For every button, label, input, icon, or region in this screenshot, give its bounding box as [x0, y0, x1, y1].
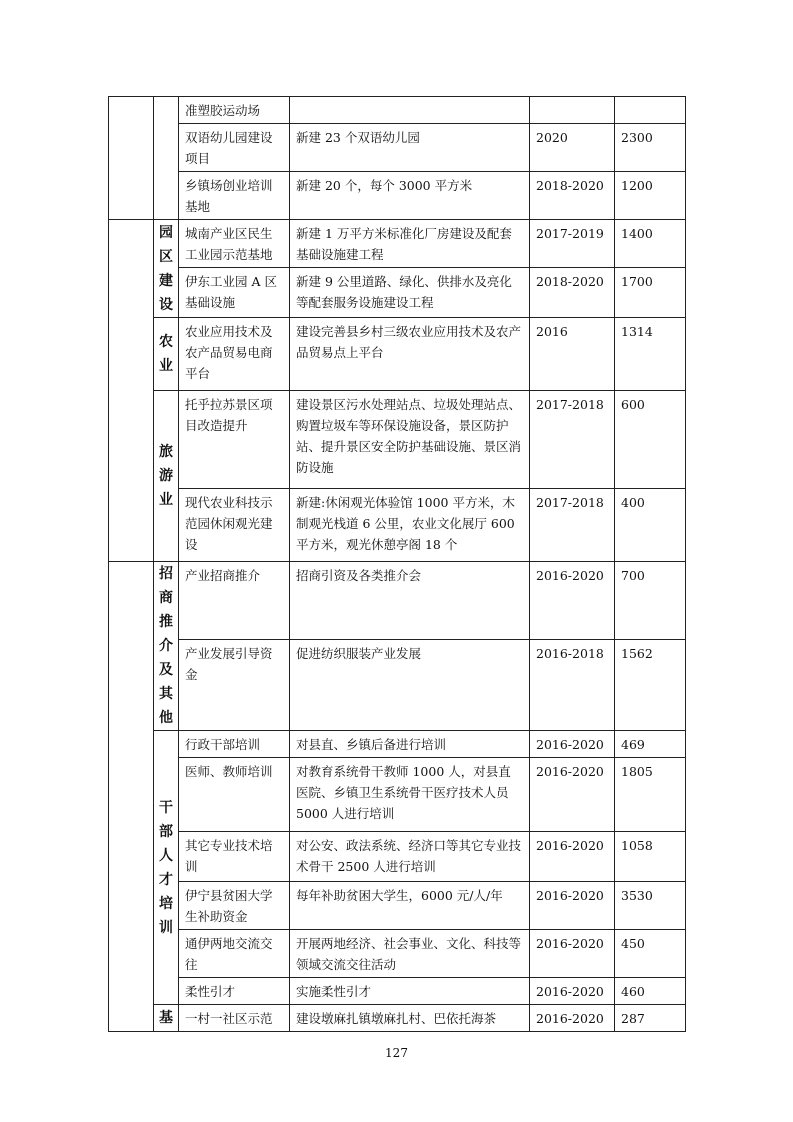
- table-row: [109, 640, 686, 731]
- project-name-cell: 托乎拉苏景区项目改造提升: [179, 391, 290, 489]
- period-cell: 2017-2019: [530, 220, 615, 268]
- period-cell: 2016-2020: [530, 1005, 615, 1032]
- amount-cell: 460: [615, 978, 686, 1005]
- amount-cell: [615, 97, 686, 124]
- content-cell: 招商引资及各类推介会: [290, 562, 530, 640]
- project-name-cell: 农业应用技术及农产品贸易电商平台: [179, 318, 290, 391]
- content-cell: 每年补助贫困大学生，6000 元/人/年: [290, 882, 530, 930]
- table-row: [109, 172, 686, 220]
- content-cell: 建设完善县乡村三级农业应用技术及农产品贸易点上平台: [290, 318, 530, 391]
- category-cell: 干部人才培训: [154, 731, 179, 1005]
- project-name-cell: 城南产业区民生工业园示范基地: [179, 220, 290, 268]
- period-cell: 2018-2020: [530, 172, 615, 220]
- period-cell: 2017-2018: [530, 489, 615, 562]
- amount-cell: 700: [615, 562, 686, 640]
- amount-cell: 1562: [615, 640, 686, 731]
- period-cell: 2016-2018: [530, 640, 615, 731]
- project-name-cell: 双语幼儿园建设项目: [179, 124, 290, 172]
- outer-blank-cell: [109, 562, 154, 1032]
- content-cell: [290, 97, 530, 124]
- period-cell: [530, 97, 615, 124]
- period-cell: 2018-2020: [530, 268, 615, 318]
- category-cell: 园区建设: [154, 220, 179, 318]
- table-row: [109, 220, 686, 268]
- table-row: [109, 268, 686, 318]
- amount-cell: 1058: [615, 832, 686, 882]
- amount-cell: 1314: [615, 318, 686, 391]
- amount-cell: 1700: [615, 268, 686, 318]
- category-cell: 基: [154, 1005, 179, 1032]
- category-cell: 招商推介及其他: [154, 562, 179, 731]
- period-cell: 2016-2020: [530, 758, 615, 832]
- content-cell: 对教育系统骨干教师 1000 人，对县直医院、乡镇卫生系统骨干医疗技术人员 5000 人进行培训: [290, 758, 530, 832]
- table-row: [109, 391, 686, 489]
- table-row: [109, 97, 686, 124]
- project-name-cell: 其它专业技术培训: [179, 832, 290, 882]
- table-row: [109, 1005, 686, 1032]
- project-name-cell: 一村一社区示范: [179, 1005, 290, 1032]
- project-name-cell: 伊东工业园 A 区基础设施: [179, 268, 290, 318]
- category-cell: 旅游业: [154, 391, 179, 562]
- content-cell: 新建:休闲观光体验馆 1000 平方米，木制观光栈道 6 公里，农业文化展厅 600 平方米，观光休憩亭阁 18 个: [290, 489, 530, 562]
- project-name-cell: 乡镇场创业培训基地: [179, 172, 290, 220]
- table-row: [109, 731, 686, 758]
- content-cell: 对公安、政法系统、经济口等其它专业技术骨干 2500 人进行培训: [290, 832, 530, 882]
- content-cell: 建设景区污水处理站点、垃圾处理站点、购置垃圾车等环保设施设备，景区防护站、提升景区安全防护基础设施、景区消防设施: [290, 391, 530, 489]
- content-cell: 新建 1 万平方米标准化厂房建设及配套基础设施建工程: [290, 220, 530, 268]
- table-row: [109, 758, 686, 832]
- content-cell: 对县直、乡镇后备进行培训: [290, 731, 530, 758]
- period-cell: 2016: [530, 318, 615, 391]
- period-cell: 2020: [530, 124, 615, 172]
- period-cell: 2016-2020: [530, 562, 615, 640]
- page-number: 127: [385, 1046, 408, 1060]
- category-cell: 农业: [154, 318, 179, 391]
- table-row: [109, 832, 686, 882]
- table-row: [109, 124, 686, 172]
- amount-cell: 287: [615, 1005, 686, 1032]
- project-name-cell: 行政干部培训: [179, 731, 290, 758]
- content-cell: 新建 20 个，每个 3000 平方米: [290, 172, 530, 220]
- table-row: [109, 930, 686, 978]
- amount-cell: 3530: [615, 882, 686, 930]
- project-name-cell: 准塑胶运动场: [179, 97, 290, 124]
- amount-cell: 400: [615, 489, 686, 562]
- period-cell: 2016-2020: [530, 731, 615, 758]
- content-cell: 建设墩麻扎镇墩麻扎村、巴依托海茶: [290, 1005, 530, 1032]
- amount-cell: 450: [615, 930, 686, 978]
- project-name-cell: 产业招商推介: [179, 562, 290, 640]
- amount-cell: 1805: [615, 758, 686, 832]
- table-row: [109, 318, 686, 391]
- content-cell: 新建 9 公里道路、绿化、供排水及亮化等配套服务设施建设工程: [290, 268, 530, 318]
- amount-cell: 2300: [615, 124, 686, 172]
- amount-cell: 469: [615, 731, 686, 758]
- table-row: [109, 489, 686, 562]
- project-name-cell: 伊宁县贫困大学生补助资金: [179, 882, 290, 930]
- amount-cell: 1200: [615, 172, 686, 220]
- project-name-cell: 通伊两地交流交往: [179, 930, 290, 978]
- period-cell: 2016-2020: [530, 882, 615, 930]
- period-cell: 2016-2020: [530, 930, 615, 978]
- table-row: [109, 978, 686, 1005]
- project-name-cell: 现代农业科技示范园休闲观光建设: [179, 489, 290, 562]
- outer-blank-cell: [109, 97, 154, 220]
- project-name-cell: 产业发展引导资金: [179, 640, 290, 731]
- content-cell: 促进纺织服装产业发展: [290, 640, 530, 731]
- amount-cell: 600: [615, 391, 686, 489]
- project-table: [108, 96, 686, 1032]
- content-cell: 实施柔性引才: [290, 978, 530, 1005]
- period-cell: 2016-2020: [530, 832, 615, 882]
- period-cell: 2016-2020: [530, 978, 615, 1005]
- period-cell: 2017-2018: [530, 391, 615, 489]
- content-cell: 开展两地经济、社会事业、文化、科技等领域交流交往活动: [290, 930, 530, 978]
- table-row: [109, 882, 686, 930]
- project-name-cell: 医师、教师培训: [179, 758, 290, 832]
- outer-blank-cell: [109, 220, 154, 562]
- table-row: [109, 562, 686, 640]
- project-name-cell: 柔性引才: [179, 978, 290, 1005]
- amount-cell: 1400: [615, 220, 686, 268]
- content-cell: 新建 23 个双语幼儿园: [290, 124, 530, 172]
- category-cell: [154, 97, 179, 220]
